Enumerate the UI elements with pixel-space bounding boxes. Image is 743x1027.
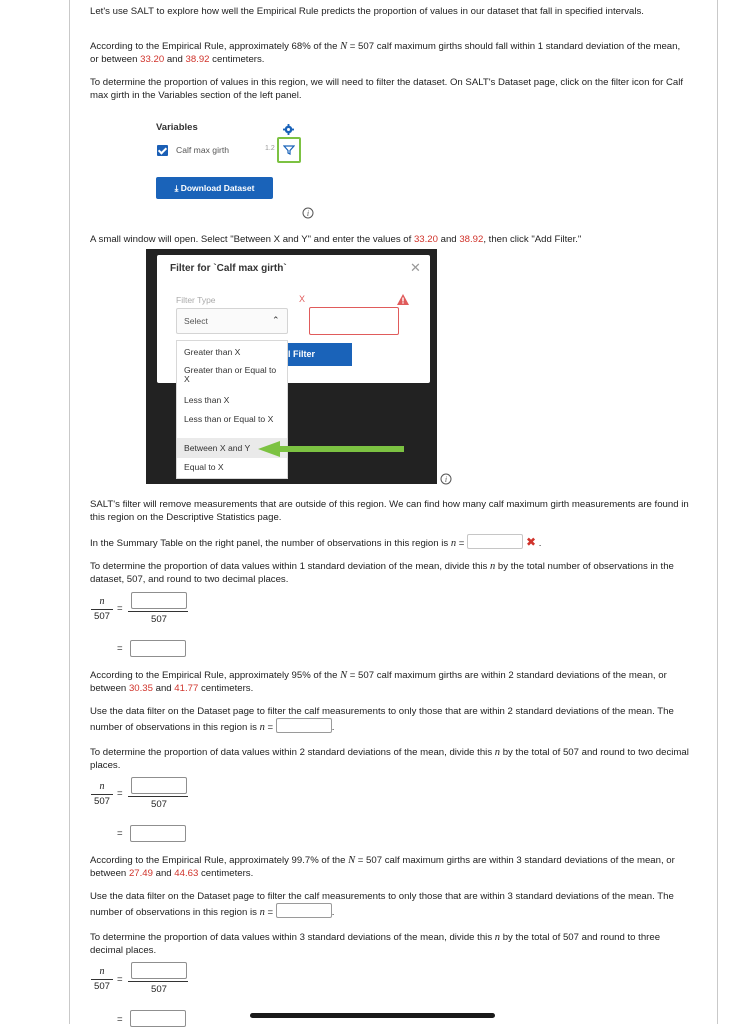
option-equal[interactable]: Equal to X (184, 462, 224, 472)
calf-max-girth-checkbox[interactable] (157, 145, 168, 156)
option-less-equal[interactable]: Less than or Equal to X (184, 414, 274, 424)
arrow-pointer-icon (258, 441, 404, 457)
proportion-1sd-paragraph: To determine the proportion of data values within 1 standard deviation of the mean, divide this n by the total number of observations in the dataset, 507, and round to two decimal places. (90, 561, 674, 585)
rule-68-paragraph: According to the Empirical Rule, approximately 68% of the N = 507 calf maximum girths should fall within 1 standard deviation of the mean, or between 33.20 and 38.92 centimeters. (90, 41, 681, 65)
equals-sign: = (117, 974, 123, 985)
equals-sign: = (117, 1014, 123, 1025)
fraction-line (91, 794, 113, 795)
close-icon[interactable]: ✕ (410, 260, 421, 275)
option-greater-than[interactable]: Greater than X (184, 347, 241, 357)
rule-95-paragraph: According to the Empirical Rule, approximately 95% of the N = 507 calf maximum girths are within 2 standard deviations of the mean, or between 30.35 and 41.77 centimeters. (90, 670, 667, 694)
denominator-507: 507 (150, 614, 167, 625)
chevron-up-icon: ⌃ (272, 315, 280, 325)
option-between[interactable]: Between X and Y (184, 443, 251, 453)
denominator-507: 507 (150, 799, 167, 810)
select-between-paragraph: A small window will open. Select "Between X and Y" and enter the values of 33.20 and 38.92, then click "Add Filter." (90, 234, 582, 245)
n-3sd-input[interactable] (276, 903, 332, 918)
numerator-1sd-input[interactable] (131, 592, 187, 609)
filter-removes-paragraph: SALT's filter will remove measurements that are outside of this region. We can find how many calf maximum girth measurements are found in this region on the Descriptive Statistics page. (90, 499, 689, 523)
fraction-line (91, 979, 113, 980)
fraction-n-label: n (99, 781, 105, 792)
gear-icon (283, 124, 294, 135)
equals-sign: = (117, 643, 123, 654)
x-value-input[interactable] (309, 307, 399, 335)
download-dataset-button[interactable]: ⤓ Download Dataset (156, 177, 273, 199)
incorrect-x-icon: ✖ (526, 535, 537, 549)
proportion-3sd-paragraph: To determine the proportion of data values within 3 standard deviations of the mean, divide this n by the total of 507 and round to three decimal places. (90, 932, 661, 956)
summary-table-paragraph: In the Summary Table on the right panel, the number of observations in this region is n = ✖ . (90, 535, 542, 549)
fraction-line (128, 796, 188, 797)
fraction-507-label: 507 (93, 611, 110, 622)
option-greater-equal[interactable]: Greater than or Equal to X (184, 365, 277, 384)
info-icon[interactable] (440, 473, 452, 485)
option-less-than[interactable]: Less than X (184, 395, 230, 405)
fraction-line (128, 611, 188, 612)
n-2sd-input[interactable] (276, 718, 332, 733)
equals-sign: = (117, 603, 123, 614)
filter-type-options (176, 340, 288, 479)
n-1sd-input[interactable] (467, 534, 523, 549)
fraction-line (91, 609, 113, 610)
proportion-2sd-paragraph: To determine the proportion of data values within 2 standard deviations of the mean, divide this n by the total of 507 and round to two decimal places. (90, 747, 689, 771)
proportion-1sd-input[interactable] (130, 640, 186, 657)
filter-type-label: Filter Type (176, 295, 216, 305)
numerator-3sd-input[interactable] (131, 962, 187, 979)
proportion-3sd-input[interactable] (130, 1010, 186, 1027)
svg-text:i: i (306, 209, 310, 218)
add-filter-button[interactable]: l Filter (287, 343, 352, 366)
info-icon[interactable] (302, 207, 314, 219)
filter-3sd-paragraph: Use the data filter on the Dataset page to filter the calf measurements to only those that are within 3 standard deviations of the mean. The number of observations in this region is n = . (90, 891, 674, 918)
numerator-2sd-input[interactable] (131, 777, 187, 794)
variable-name: Calf max girth (176, 145, 230, 155)
filter-type-select[interactable] (176, 308, 288, 334)
fraction-n-label: n (99, 966, 105, 977)
intro-paragraph: Let's use SALT to explore how well the Empirical Rule predicts the proportion of values in our dataset that fall in specified intervals. (90, 6, 644, 17)
select-value: Select (184, 316, 208, 326)
rule-997-paragraph: According to the Empirical Rule, approximately 99.7% of the N = 507 calf maximum girths are within 3 standard deviations of the mean, or between 27.49 and 44.63 centimeters. (90, 855, 675, 879)
variables-heading: Variables (156, 122, 198, 133)
filter-2sd-paragraph: Use the data filter on the Dataset page to filter the calf measurements to only those that are within 2 standard deviations of the mean. The number of observations in this region is n = . (90, 706, 674, 733)
numeric-type-icon: 1.2 (265, 145, 275, 152)
warning-icon (397, 294, 409, 305)
fraction-n-label: n (99, 596, 105, 607)
fraction-507-label: 507 (93, 981, 110, 992)
equals-sign: = (117, 788, 123, 799)
filter-icon-highlight (277, 137, 301, 163)
proportion-2sd-input[interactable] (130, 825, 186, 842)
filter-instructions: To determine the proportion of values in this region, we will need to filter the dataset. On SALT's Dataset page, click on the filter icon for Calf max girth in the Variables section of the left panel. (90, 77, 684, 101)
fraction-line (128, 981, 188, 982)
horizontal-scrollbar[interactable] (250, 1013, 495, 1018)
filter-icon[interactable] (283, 144, 295, 156)
svg-text:i: i (444, 475, 448, 484)
x-label: X (299, 294, 306, 304)
denominator-507: 507 (150, 984, 167, 995)
fraction-507-label: 507 (93, 796, 110, 807)
filter-dialog-title: Filter for `Calf max girth` (170, 263, 287, 274)
equals-sign: = (117, 828, 123, 839)
